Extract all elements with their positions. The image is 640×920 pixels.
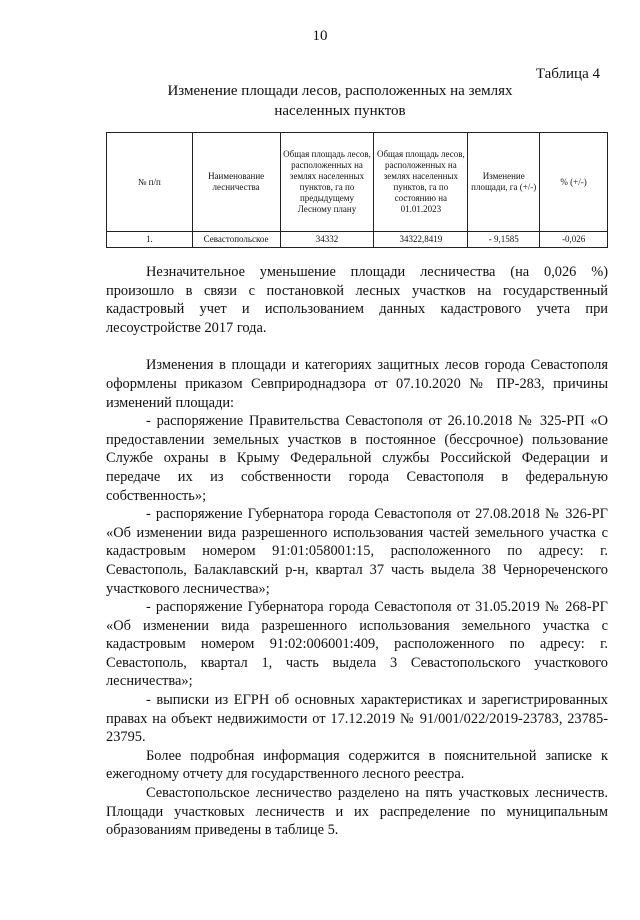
header-current-area: Общая площадь лесов, расположенных на землях населенных пунктов, га по состоянию на 01.01.2023: [374, 133, 468, 232]
forest-area-table: [106, 132, 608, 248]
table-label: Таблица 4: [535, 66, 600, 82]
paragraph: Более подробная информация содержится в пояснительной записке к ежегодному отчету для государственного лесного реестра.: [106, 747, 608, 783]
cell-percent-change: -0,026: [540, 232, 608, 248]
list-item: - выписки из ЕГРН об основных характеристиках и зарегистрированных правах на объект недвижимости от 17.12.2019 № 91/001/022/2019-23783, 23785-23795.: [106, 692, 608, 746]
header-number: № п/п: [107, 133, 193, 232]
table-row: [107, 232, 608, 248]
paragraph: Изменения в площади и категориях защитных лесов города Севастополя оформлены приказом Севприроднадзора от 07.10.2020 № ПР-283, причины изменений площади:: [106, 357, 608, 411]
list-item: - распоряжение Губернатора города Севастополя от 27.08.2018 № 326-РГ «Об изменении вида разрешенного использования частей земельного участка с кадастровым номером 91:01:058001:15, расположенного по адресу: г. Севастополь, Балаклавский р-н, квартал 37 часть выдела 38 Чернореченского участкового лесничества»;: [106, 506, 608, 597]
cell-previous-area: 34332: [280, 232, 374, 248]
cell-current-area: 34322,8419: [374, 232, 468, 248]
cell-area-change: - 9,1585: [468, 232, 540, 248]
table-title-line1: Изменение площади лесов, расположенных на землях: [167, 83, 513, 99]
list-item: - распоряжение Правительства Севастополя от 26.10.2018 № 325-РП «О предоставлении земельных участков в постоянное (бессрочное) пользование Службе охраны в Крыму Федеральной службы Российской Федерации и передаче их из собственности города Севастополя в федеральную собственность»;: [106, 413, 608, 504]
header-previous-area: Общая площадь лесов, расположенных на землях населенных пунктов, га по предыдущему Лесному плану: [280, 133, 374, 232]
table-header-row: [107, 133, 608, 232]
cell-number: 1.: [107, 232, 193, 248]
paragraph: Незначительное уменьшение площади лесничества (на 0,026 %) произошло в связи с постановкой лесных участков на государственный кадастровый учет и использованием данных кадастрового учета при лесоустройстве 2017 года.: [106, 264, 608, 336]
table-title-line2: населенных пунктов: [274, 103, 406, 119]
paragraph: Севастопольское лесничество разделено на пять участковых лесничеств. Площади участковых лесничеств и их распределение по муниципальным образованиям приведены в таблице 5.: [106, 785, 608, 839]
page-number: 10: [312, 28, 328, 44]
header-area-change: Изменение площади, га (+/-): [468, 133, 540, 232]
body-text: [106, 263, 608, 840]
list-item: - распоряжение Губернатора города Севастополя от 31.05.2019 № 268-РГ «Об изменении вида разрешенного использования земельного участка с кадастровым номером 91:02:006001:409, расположенного по адресу: г. Севастополь, квартал 1, часть выдела 3 Севастопольского участкового лесничества»;: [106, 599, 608, 690]
header-forestry-name: Наименование лесничества: [192, 133, 280, 232]
table-title: [120, 81, 560, 121]
cell-forestry-name: Севастопольское: [192, 232, 280, 248]
header-percent-change: % (+/-): [540, 133, 608, 232]
